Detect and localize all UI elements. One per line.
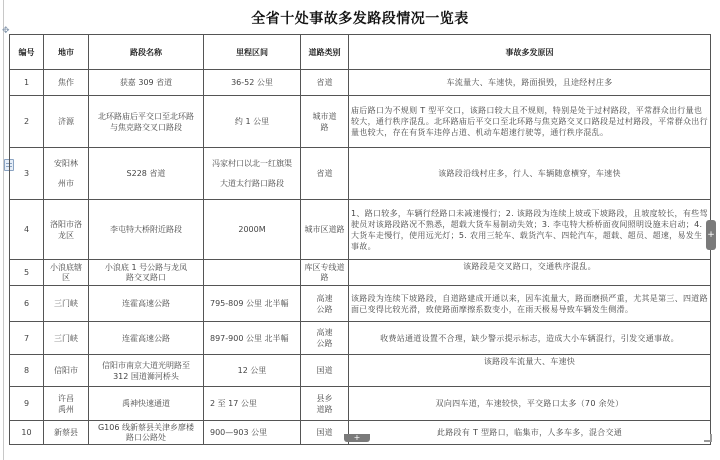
cell-reason: 此路段有 T 型路口，临集市，人多车多，混合交通	[349, 421, 711, 445]
page-margin-line	[3, 0, 4, 460]
header-type: 道路类别	[301, 35, 349, 70]
cell-city: 三门峡	[44, 286, 89, 322]
cell-type: 高速公路	[301, 286, 349, 322]
cell-road: 小浪底 1 号公路与龙凤路交叉路口	[89, 260, 204, 286]
cell-road: 北环路庙后平交口至北环路与焦克路交叉口路段	[89, 96, 204, 148]
cell-no: 3	[10, 148, 44, 200]
cell-reason: 该路段为连续下坡路段，自道路建成开通以来，因车流量大，路面磨损严重，尤其是第三、四道路面已变得比较光滑，致使路面摩擦系数变小，在雨天极易导致车辆发生侧滑。	[349, 286, 711, 322]
cell-type: 高速公路	[301, 322, 349, 355]
cell-road: 信阳市南京大道光明路至 312 国道浉河桥头	[89, 355, 204, 387]
cell-type: 国道	[301, 421, 349, 445]
cell-reason: 庙后路口为不规则 T 型平交口，该路口较大且不规则，特别是处于过村路段，平常群众出行量也较大，通行秩序混乱。北环路庙后平交口至北环路与焦克路交叉口路段是过村路段，平常群众出行量也较大，存在有货车违停占道、机动车超速行驶等，通行秩序混乱。	[349, 96, 711, 148]
cell-city: 三门峡	[44, 322, 89, 355]
header-city: 地市	[44, 35, 89, 70]
cell-no: 7	[10, 322, 44, 355]
cell-mileage: 36-52 公里	[204, 70, 301, 96]
add-row-handle-icon[interactable]: +	[344, 434, 370, 442]
cell-mileage: 900—903 公里	[204, 421, 301, 445]
table-row	[10, 286, 711, 322]
cell-reason: 收费站通道设置不合理，缺少警示提示标志，造成大小车辆混行，引发交通事故。	[349, 322, 711, 355]
cell-reason: 该路段沿线村庄多，行人、车辆随意横穿，车速快	[349, 148, 711, 200]
table-move-handle-icon[interactable]: ✥	[2, 26, 10, 36]
cell-road: 连霍高速公路	[89, 286, 204, 322]
cell-no: 4	[10, 200, 44, 260]
cell-type: 县乡道路	[301, 387, 349, 421]
header-mileage: 里程区间	[204, 35, 301, 70]
cell-mileage	[204, 260, 301, 286]
accident-roads-table	[9, 34, 711, 445]
cell-type: 省道	[301, 148, 349, 200]
cell-type: 城市区道路	[301, 200, 349, 260]
cell-city: 焦作	[44, 70, 89, 96]
cell-road: G106 线新蔡县关津乡廖楼路口公路处	[89, 421, 204, 445]
cell-reason: 该路段是交叉路口，交通秩序混乱。	[349, 260, 711, 286]
table-header-row	[10, 35, 711, 70]
header-reason: 事故多发原因	[349, 35, 711, 70]
table-row	[10, 70, 711, 96]
document-title: 全省十处事故多发路段情况一览表	[251, 11, 469, 27]
cell-city: 洛阳市洛龙区	[44, 200, 89, 260]
cell-mileage: 冯家村口以北一红旗渠大道太行路口路段	[204, 148, 301, 200]
table-row	[10, 200, 711, 260]
cell-city: 信阳市	[44, 355, 89, 387]
cell-type: 省道	[301, 70, 349, 96]
cell-road: 获嘉 309 省道	[89, 70, 204, 96]
cell-city: 小浪底辖区	[44, 260, 89, 286]
cell-mileage: 2 至 17 公里	[204, 387, 301, 421]
cell-mileage: 12 公里	[204, 355, 301, 387]
cell-no: 10	[10, 421, 44, 445]
cell-reason: 双向四车道，车速较快，平交路口太多（70 余处）	[349, 387, 711, 421]
cell-no: 8	[10, 355, 44, 387]
cell-road: S228 省道	[89, 148, 204, 200]
add-column-handle-icon[interactable]: +	[706, 220, 716, 250]
cell-mileage: 约 1 公里	[204, 96, 301, 148]
cell-no: 6	[10, 286, 44, 322]
cell-no: 1	[10, 70, 44, 96]
table-row	[10, 260, 711, 286]
cell-road: 连霍高速公路	[89, 322, 204, 355]
header-no: 编号	[10, 35, 44, 70]
table-resize-handle-icon[interactable]	[704, 434, 712, 442]
cell-mileage: 795-809 公里 北半幅	[204, 286, 301, 322]
cell-road: 禹神快速通道	[89, 387, 204, 421]
cell-reason: 1、路口较多，车辆行经路口未减速慢行；2. 该路段为连续上坡或下坡路段，且坡度较长，有些驾驶员对该路段路况不熟悉，超载大货车易制动失效；3. 李屯特大桥桥面夜间照明设施未启动；4. 大货车走慢行，使用远光灯；5. 农用三轮车、载货汽车、四轮汽车，超载、超员、超速，易发生事故。	[349, 200, 711, 260]
table-row	[10, 96, 711, 148]
table-row	[10, 355, 711, 387]
cell-mileage: 897-900 公里 北半幅	[204, 322, 301, 355]
cell-reason: 该路段车流量大、车速快	[349, 355, 711, 387]
table-row	[10, 148, 711, 200]
cell-city: 新蔡县	[44, 421, 89, 445]
cell-city: 济源	[44, 96, 89, 148]
cell-type: 库区专线道路	[301, 260, 349, 286]
cell-city: 安阳林州市	[44, 148, 89, 200]
table-row	[10, 322, 711, 355]
cell-road: 李屯特大桥附近路段	[89, 200, 204, 260]
cell-reason: 车流量大、车速快，路面损毁，且途经村庄多	[349, 70, 711, 96]
cell-no: 9	[10, 387, 44, 421]
cell-no: 2	[10, 96, 44, 148]
cell-type: 国道	[301, 355, 349, 387]
table-row	[10, 387, 711, 421]
cell-type: 城市道路	[301, 96, 349, 148]
header-road: 路段名称	[89, 35, 204, 70]
cell-no: 5	[10, 260, 44, 286]
cell-city: 许昌禹州	[44, 387, 89, 421]
cell-mileage: 2000M	[204, 200, 301, 260]
